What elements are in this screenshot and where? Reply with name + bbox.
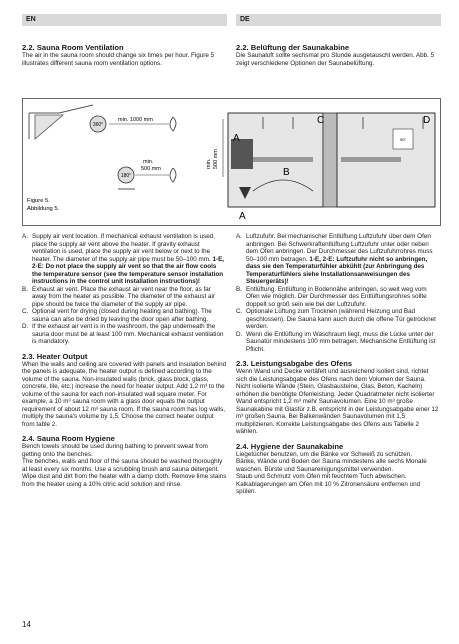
- de-ventilation-intro: [236, 43, 441, 67]
- label-d: D: [423, 115, 431, 126]
- section-title: 2.2. Sauna Room Ventilation: [22, 43, 124, 52]
- list-letter: A.: [236, 233, 242, 240]
- section-title: 2.4. Sauna Room Hygiene: [22, 434, 115, 443]
- figure-caption-de: Abbildung 5.: [27, 206, 60, 212]
- ventilation-list: [22, 233, 227, 346]
- list-letter: A.: [22, 233, 28, 240]
- en-ventilation-intro: [22, 43, 227, 67]
- page-number: 14: [22, 620, 31, 629]
- lang-header-en: [22, 14, 227, 26]
- hatched-zone: [35, 115, 63, 139]
- sauna-section: [228, 113, 435, 222]
- ventilation-diagram: [23, 99, 440, 225]
- section-body: The air in the sauna room should change six times per hour. Figure 5 illustrates different sauna room ventilation options.: [22, 52, 215, 67]
- bench: [253, 157, 313, 162]
- list-letter: B.: [22, 285, 28, 293]
- label-b: B: [283, 167, 290, 178]
- label-a: A: [233, 133, 240, 144]
- list-text: Exhaust air vent. Place the exhaust air vent near the floor, as far away from the heater as possible. The diameter of the exhaust air pipe should be twice the diameter of the supply air pipe.: [32, 285, 215, 308]
- label-360: 360°: [92, 122, 104, 128]
- label-180: 180°: [120, 173, 132, 179]
- section-body: Die Saunaluft sollte sechsmal pro Stunde ausgetauscht werden. Abb. 5 zeigt verschiedene Optionen der Saunabelüftung.: [236, 52, 435, 67]
- en-column: [22, 233, 227, 488]
- list-letter: D.: [22, 323, 29, 330]
- list-item-a: [236, 233, 441, 286]
- list-text: Luftzufuhr. Bei mechanischer Entlüftung Luftzufuhr über dem Ofen anbringen. Bei Schwerkraftentlüftung Luftzufuhr unter oder neben dem Ofen anbringen. Der Durchmesser des Luftzufuhrrohres muss 50–100 mm betragen.: [246, 233, 433, 263]
- figure-caption-en: Figure 5.: [27, 198, 50, 204]
- list-text: Supply air vent location. If mechanical exhaust ventilation is used, place the supply air vent above the heater. If gravity exhaust ventilation is used, place the supply air vent below or next to the heater. The diameter of the supply air pipe must be 50–100 mm.: [32, 233, 216, 263]
- list-letter: D.: [236, 330, 243, 338]
- section-title: 2.3. Heater Output: [22, 351, 88, 361]
- label-min: min.: [206, 158, 212, 169]
- list-warning: 1-E, 2-E: Luftzufuhr nicht so anbringen, dass sie den Temperaturfühler abkühlt (zur Anbringung des Temperaturfühlers siehe Installationsanweisungen des Steuergeräts)!: [246, 255, 428, 285]
- section-title: 2.4. Hygiene der Saunakabine: [236, 441, 344, 451]
- de-column: [236, 233, 441, 496]
- section-body: Bench towels should be used during bathing to prevent sweat from getting onto the benches.: [22, 443, 208, 458]
- list-item-a: [22, 233, 227, 286]
- list-text: Wenn die Entlüftung im Waschraum liegt, muss die Lücke unter der Saunatür mindestens 100 mm betragen. Mechanische Entlüftung ist Pflicht.: [246, 330, 436, 353]
- label-500mm: 500 mm: [141, 166, 161, 172]
- label-min-1000: min. 1000 mm: [118, 117, 153, 123]
- list-text: Optional vent for drying (closed during heating and bathing). The sauna can also be dried by leaving the door open after bathing.: [32, 308, 212, 323]
- lang-code-en: EN: [26, 16, 36, 23]
- label-min: min.: [143, 159, 154, 165]
- list-letter: B.: [236, 285, 242, 293]
- list-item-b: [236, 286, 441, 309]
- side-dimension: [206, 119, 223, 177]
- label-a-bottom: A: [239, 211, 246, 222]
- list-item-c: [236, 308, 441, 331]
- label-c: C: [317, 115, 325, 126]
- list-item-d: [236, 331, 441, 354]
- list-letter: C.: [22, 308, 29, 315]
- list-warning: 1-E, 2-E: Do not place the supply air vent so that the air flow cools the temperature sensor (see the temperature sensor installation instructions in the control unit installation instructions)!: [32, 255, 225, 285]
- air-flow-icon: [170, 117, 176, 131]
- lang-header-de: [236, 14, 441, 26]
- list-item-b: [22, 286, 227, 309]
- bench: [341, 157, 401, 162]
- section-body: Staub und Schmutz vom Ofen mit feuchtem Tuch abwischen. Kalkablagerungen am Ofen mit 10 % Zitronensäure entfernen und spülen.: [236, 473, 421, 495]
- figure-5: [22, 98, 441, 226]
- list-text: Optionale Lüftung zum Trocknen (während Heizung und Bad geschlossen). Die Sauna kann auch durch die offene Tür getrocknet werden.: [246, 308, 436, 330]
- list-text: Entlüftung. Entlüftung in Bodennähe anbringen, so weit weg vom Ofen wie möglich. Der Durchmesser des Entlüftungsrohres sollte doppelt so groß sein wie bei der Luftzufuhr.: [246, 285, 427, 308]
- list-item-d: [22, 323, 227, 346]
- lang-code-de: DE: [240, 16, 250, 23]
- air-flow-icon: [170, 168, 176, 182]
- section-body: Wenn Wand und Decke vertäfelt und ausreichend isoliert sind, richtet sich die Leistungsabgabe des Ofens nach dem Volumen der Sauna. Nicht isolierte Wände (Stein, Glasbausteine, Glas, Beton, Kacheln) erhöhen die benötigte Ofenleistung. Jeder Quadratmeter nicht isolierter Wand entspricht 1,2 m³ mehr Saunavolumen. Eine 10 m³ große Saunakabine mit Glastür z.B. entspricht in der Leistungsabgabe einer 12 m³ großen Sauna. Bei Balkenwänden Saunavolumen mit 1,5 multiplizieren. Korrekte Leistungsabgabe des Ofens aus Tabelle 2 wählen.: [236, 368, 439, 435]
- label-90: 90°: [399, 137, 407, 142]
- section-body: When the walls and ceiling are covered with panels and insulation behind the panels is adequate, the heater output is defined according to the volume of the sauna. Non-insulated walls (brick, glass block, glass, concrete, tile, etc.) increase the need for heater output. Add 1,2 m³ to the volume of the sauna for each non-insulated wall square meter. For example, a 10 m³ sauna room with a glass door equals the output requirement of about 12 m³ sauna room. If the sauna room has log walls, multiply the sauna's volume by 1,5. Choose the correct heater output from table 2.: [22, 360, 227, 428]
- list-text: If the exhaust air vent is in the washroom, the gap underneath the sauna door must be at least 100 mm. Mechanical exhaust ventilation is mandatory.: [32, 323, 224, 345]
- list-letter: C.: [236, 308, 243, 315]
- list-item-c: [22, 308, 227, 323]
- section-body: Wipe dust and dirt from the heater with a damp cloth. Remove lime stains from the heater using a 10% citric acid solution and rinse.: [22, 473, 227, 488]
- section-body: The benches, walls and floor of the sauna should be washed thoroughly at least every six months. Use a scrubbing brush and sauna detergent.: [22, 458, 223, 473]
- section-body: Liegetücher benutzen, um die Bänke vor Schweiß zu schützen.: [236, 450, 413, 458]
- top-view-diagram: [27, 105, 176, 212]
- section-title: 2.2. Belüftung der Saunakabine: [236, 43, 350, 52]
- ventilation-list: [236, 233, 441, 353]
- wall-divider: [323, 113, 337, 207]
- label-500mm: 500 mm: [213, 149, 219, 169]
- section-title: 2.3. Leistungsabgabe des Ofens: [236, 359, 353, 368]
- section-body: Bänke, Wände und Boden der Sauna mindestens alle sechs Monate waschen. Bürste und Saunareinigungsmittel verwenden.: [236, 458, 427, 473]
